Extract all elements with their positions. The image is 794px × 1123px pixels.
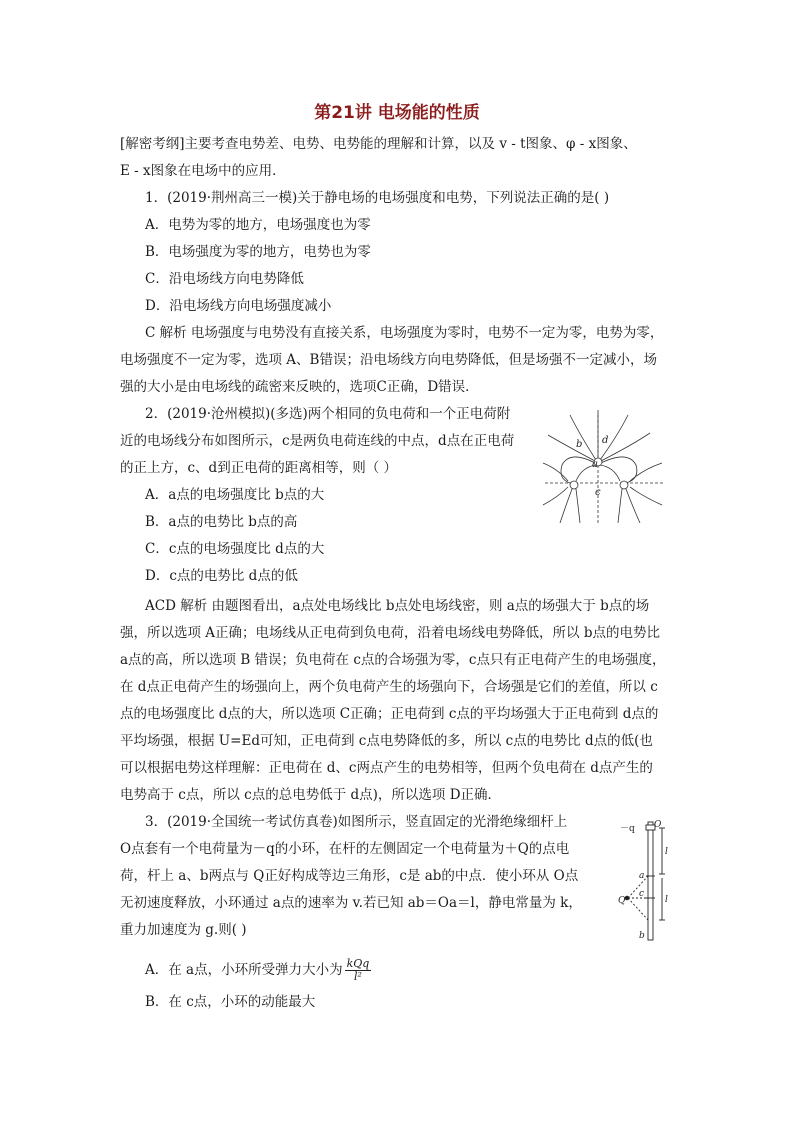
q3-option-a bbox=[145, 958, 371, 983]
q2-analysis-line-5: 点的电场强度比 d点的大，所以选项 C正确；正电荷到 c点的平均场强大于正电荷到 d点的 bbox=[120, 706, 659, 722]
figure-label-l-lower: l bbox=[665, 895, 668, 905]
figure-label-Q: Q bbox=[618, 896, 626, 906]
q1-option-c: C．沿电场线方向电势降低 bbox=[145, 271, 304, 287]
q1-analysis-line-2: 电场强度不一定为零，选项 A、B错误；沿电场线方向电势降低，但是场强不一定减小，场 bbox=[120, 352, 657, 368]
figure-label-O: O bbox=[654, 820, 662, 830]
figure-label-a: a bbox=[639, 871, 645, 881]
q3-stem-line-5: 重力加速度为 g.则( ) bbox=[120, 922, 247, 938]
figure-label-l-upper: l bbox=[665, 847, 668, 857]
q2-stem-line-1: 2．(2019·沧州模拟)(多选)两个相同的负电荷和一个正电荷附 bbox=[145, 406, 511, 422]
intro-line-2: E - x图象在电场中的应用． bbox=[120, 163, 286, 179]
q2-analysis-line-1: ACD 解析 由题图看出，a点处电场线比 b点处电场线密，则 a点的场强大于 b点的场 bbox=[145, 598, 650, 614]
q1-analysis-line-1: C 解析 电场强度与电势没有直接关系，电场强度为零时，电势不一定为零，电势为零， bbox=[145, 325, 664, 341]
q1-analysis-line-3: 强的大小是由电场线的疏密来反映的，选项C正确，D错误． bbox=[120, 379, 479, 395]
q2-option-c: C．c点的电场强度比 d点的大 bbox=[145, 541, 325, 557]
q2-analysis-line-2: 强，所以选项 A正确；电场线从正电荷到负电荷，沿着电场线电势降低，所以 b点的电势比 bbox=[120, 625, 660, 641]
fraction-denominator: l² bbox=[353, 970, 362, 983]
figure-label-b: b bbox=[639, 931, 645, 941]
page-title: 第21讲 电场能的性质 bbox=[314, 103, 480, 123]
q1-stem: 1．(2019·荆州高三一模)关于静电场的电场强度和电势，下列说法正确的是( ) bbox=[145, 190, 610, 206]
field-lines-figure bbox=[540, 405, 670, 525]
q1-option-d: D．沿电场线方向电场强度减小 bbox=[145, 298, 332, 314]
q2-analysis-line-4: 在 d点正电荷产生的场强向上，两个负电荷产生的场强向下，合场强是它们的差值，所以 c bbox=[120, 679, 658, 695]
intro-line-1: [解密考纲]主要考查电势差、电势、电势能的理解和计算，以及 v - t图象、φ - x图象、 bbox=[120, 136, 637, 152]
q2-option-a: A．a点的电场强度比 b点的大 bbox=[145, 487, 325, 503]
figure-label-b: b bbox=[576, 439, 583, 450]
q2-stem-line-3: 的正上方，c、d到正电荷的距离相等，则（ ） bbox=[120, 460, 397, 476]
q3-stem-line-1: 3．(2019·全国统一考试仿真卷)如图所示，竖直固定的光滑绝缘细杆上 bbox=[145, 814, 568, 830]
q3-stem-line-4: 无初速度释放，小环通过 a点的速率为 v.若已知 ab＝Oa＝l，静电常量为 k， bbox=[120, 895, 582, 911]
q3-option-b: B．在 c点，小环的动能最大 bbox=[145, 994, 316, 1010]
q3-stem-line-2: O点套有一个电荷量为－q的小环，在杆的左侧固定一个电荷量为＋Q的点电 bbox=[120, 841, 570, 857]
q3-stem-line-3: 荷，杆上 a、b两点与 Q正好构成等边三角形，c是 ab的中点．使小环从 O点 bbox=[120, 868, 579, 884]
figure-label-neg-q: －q bbox=[620, 824, 635, 834]
figure-label-d: d bbox=[602, 435, 609, 446]
figure-label-a: a bbox=[592, 459, 598, 470]
q3-option-a-text: A．在 a点，小环所受弹力大小为 bbox=[145, 962, 343, 978]
q2-analysis-line-8: 电势高于 c点，所以 c点的总电势低于 d点)，所以选项 D正确． bbox=[120, 787, 502, 803]
q2-analysis-line-7: 可以根据电势这样理解：正电荷在 d、c两点产生的电势相等，但两个负电荷在 d点产生的 bbox=[120, 760, 653, 776]
rod-charge-figure bbox=[618, 818, 678, 943]
q3-option-a-fraction bbox=[345, 958, 372, 983]
q1-option-a: A．电势为零的地方，电场强度也为零 bbox=[145, 217, 371, 233]
q1-option-b: B．电场强度为零的地方，电势也为零 bbox=[145, 244, 371, 260]
q2-analysis-line-3: a点的高，所以选项 B 错误；负电荷在 c点的合场强为零，c点只有正电荷产生的电场强度， bbox=[120, 652, 666, 668]
q2-analysis-line-6: 平均场强，根据 U=Ed可知，正电荷到 c点电势降低的多，所以 c点的电势比 d点的低(也 bbox=[120, 733, 653, 749]
q2-stem-line-2: 近的电场线分布如图所示，c是两负电荷连线的中点，d点在正电荷 bbox=[120, 433, 515, 449]
q2-option-d: D．c点的电势比 d点的低 bbox=[145, 568, 298, 584]
fraction-numerator: kQq bbox=[346, 957, 370, 970]
q2-option-b: B．a点的电势比 b点的高 bbox=[145, 514, 298, 530]
figure-label-c: c bbox=[595, 487, 601, 498]
figure-label-c: c bbox=[639, 889, 645, 899]
